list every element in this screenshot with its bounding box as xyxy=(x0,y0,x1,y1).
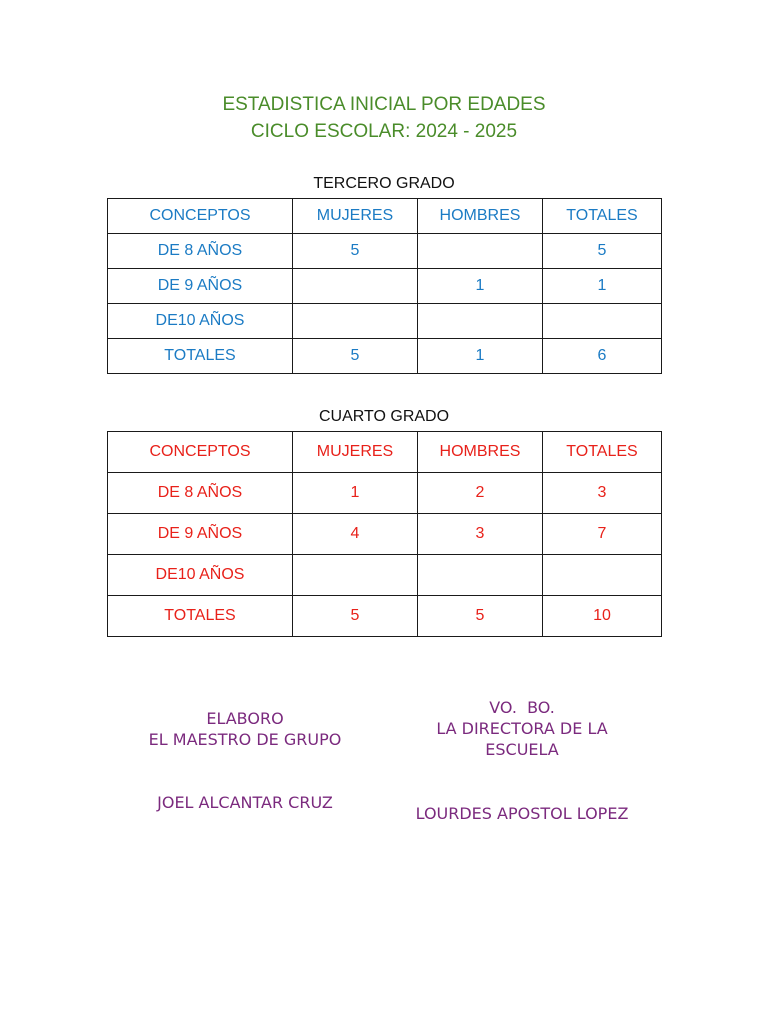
cuarto-grado-table xyxy=(107,431,662,637)
totals-row xyxy=(108,339,662,374)
vobo-label: VO. BO. xyxy=(489,698,555,717)
cuarto-grado-label: CUARTO GRADO xyxy=(318,408,450,425)
table-cell xyxy=(293,555,418,596)
table-row xyxy=(108,514,662,555)
director-name: LOURDES APOSTOL LOPEZ xyxy=(415,804,629,823)
totals-row xyxy=(108,596,662,637)
header-cell: TOTALES xyxy=(543,199,662,234)
row-label: DE10 AÑOS xyxy=(108,555,293,596)
header-cell: MUJERES xyxy=(293,432,418,473)
table-cell: 1 xyxy=(543,269,662,304)
table-cell: 5 xyxy=(543,234,662,269)
tercero-grado-table xyxy=(107,198,662,374)
table-row xyxy=(108,269,662,304)
table-cell xyxy=(293,269,418,304)
table-row xyxy=(108,555,662,596)
table-cell: 5 xyxy=(293,596,418,637)
table-row xyxy=(108,473,662,514)
row-label: DE 9 AÑOS xyxy=(108,269,293,304)
header-cell: HOMBRES xyxy=(418,199,543,234)
table-cell: 3 xyxy=(543,473,662,514)
elaboro-label: ELABORO xyxy=(206,709,284,728)
row-label: DE10 AÑOS xyxy=(108,304,293,339)
table-header-row xyxy=(108,432,662,473)
row-label: DE 8 AÑOS xyxy=(108,473,293,514)
elaboro-block xyxy=(125,708,365,750)
table-cell xyxy=(418,555,543,596)
header-cell: TOTALES xyxy=(543,432,662,473)
table-row xyxy=(108,234,662,269)
document-title: ESTADISTICA INICIAL POR EDADES xyxy=(222,94,546,115)
row-label: TOTALES xyxy=(108,596,293,637)
row-label: TOTALES xyxy=(108,339,293,374)
teacher-name: JOEL ALCANTAR CRUZ xyxy=(157,793,333,812)
table-row xyxy=(108,304,662,339)
header-cell: CONCEPTOS xyxy=(108,199,293,234)
table-header-row xyxy=(108,199,662,234)
table-cell: 2 xyxy=(418,473,543,514)
elaboro-role: EL MAESTRO DE GRUPO xyxy=(148,730,342,749)
table-cell: 10 xyxy=(543,596,662,637)
table-cell xyxy=(418,304,543,339)
table-cell: 6 xyxy=(543,339,662,374)
header-cell: CONCEPTOS xyxy=(108,432,293,473)
school-cycle: CICLO ESCOLAR: 2024 - 2025 xyxy=(250,121,518,142)
row-label: DE 9 AÑOS xyxy=(108,514,293,555)
table-cell: 1 xyxy=(418,339,543,374)
table-cell xyxy=(418,234,543,269)
table-cell: 1 xyxy=(293,473,418,514)
table-cell xyxy=(543,555,662,596)
tercero-grado-label: TERCERO GRADO xyxy=(313,175,455,192)
header-cell: MUJERES xyxy=(293,199,418,234)
table-cell: 4 xyxy=(293,514,418,555)
table-cell: 5 xyxy=(293,234,418,269)
header-cell: HOMBRES xyxy=(418,432,543,473)
table-cell: 7 xyxy=(543,514,662,555)
table-cell: 5 xyxy=(418,596,543,637)
table-cell: 3 xyxy=(418,514,543,555)
vobo-role-line2: ESCUELA xyxy=(485,740,559,759)
table-cell xyxy=(293,304,418,339)
table-cell: 1 xyxy=(418,269,543,304)
row-label: DE 8 AÑOS xyxy=(108,234,293,269)
table-cell xyxy=(543,304,662,339)
vobo-role-line1: LA DIRECTORA DE LA xyxy=(436,719,608,738)
table-cell: 5 xyxy=(293,339,418,374)
vobo-block xyxy=(402,697,642,760)
